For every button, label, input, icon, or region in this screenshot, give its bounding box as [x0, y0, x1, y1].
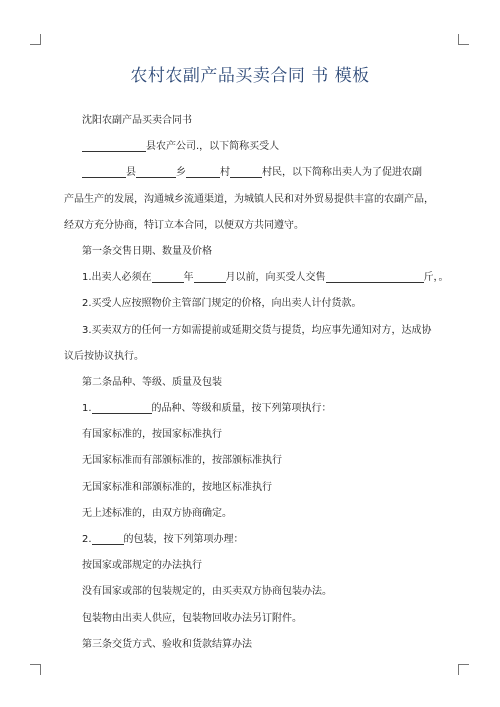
corner-mark-top-left: [30, 34, 41, 45]
option-line: 有国家标准的，按国家标准执行: [82, 429, 222, 441]
section-heading-1: 第一条交售日期、数量及价格: [82, 245, 212, 257]
blank-quantity[interactable]: [326, 268, 424, 283]
document-title: 农村农副产品买卖合同 书 模板: [130, 66, 370, 86]
paragraph-line: 经双方充分协商，特订立本合同，以便双方共同遵守。: [64, 219, 304, 231]
blank-township[interactable]: [136, 163, 176, 178]
blank-month[interactable]: [194, 268, 226, 283]
paragraph-line: 议后按协议执行。: [64, 350, 144, 362]
clause-1-3: 3.买卖双方的任何一方如需提前或延期交货与提货，均应事先通知对方，达成协: [82, 324, 432, 336]
buyer-line: 县农产公司.，以下简称买受人: [64, 134, 442, 160]
subtitle-line: 沈阳农副产品买卖合同书: [82, 115, 192, 126]
blank-packaging-product[interactable]: [92, 530, 124, 545]
option-line: 无上述标准的，由双方协商确定。: [82, 507, 232, 519]
document-body: [64, 108, 449, 658]
option-line: 按国家或部规定的办法执行: [82, 560, 202, 572]
corner-mark-bottom-left: [30, 664, 41, 675]
clause-2-2: 2. 的包装，按下列第项办理：: [64, 527, 442, 553]
blank-county[interactable]: [82, 163, 126, 178]
option-line: 包装物由出卖人供应，包装物回收办法另订附件。: [82, 612, 302, 624]
corner-mark-bottom-right: [458, 664, 469, 675]
section-heading-3: 第三条交货方式、验收和货款结算办法: [82, 638, 252, 650]
blank-villager[interactable]: [230, 163, 262, 178]
option-line: 无国家标准和部颁标准的，按地区标准执行: [82, 481, 272, 493]
paragraph-line: 产品生产的发展，沟通城乡流通渠道，为城镇人民和对外贸易提供丰富的农副产品，: [64, 193, 434, 205]
blank-village[interactable]: [186, 163, 220, 178]
option-line: 无国家标准而有部颁标准的，按部颁标准执行: [82, 455, 282, 467]
blank-year[interactable]: [152, 268, 184, 283]
section-heading-2: 第二条品种、等级、质量及包装: [82, 376, 222, 388]
clause-1-2: 2.买受人应按照物价主管部门规定的价格，向出卖人计付货款。: [82, 298, 362, 310]
blank-product[interactable]: [92, 399, 152, 414]
seller-line: 县 乡 村 村民，以下简称出卖人为了促进农副: [64, 160, 442, 186]
blank-county-name[interactable]: [82, 137, 146, 152]
corner-mark-top-right: [458, 34, 469, 45]
clause-2-1: 1. 的品种、等级和质量，按下列第项执行：: [64, 396, 442, 422]
clause-1-1: 1.出卖人必须在 年 月以前，向买受人交售 斤，。: [64, 265, 442, 291]
option-line: 没有国家或部的包装规定的，由买卖双方协商包装办法。: [82, 586, 332, 598]
